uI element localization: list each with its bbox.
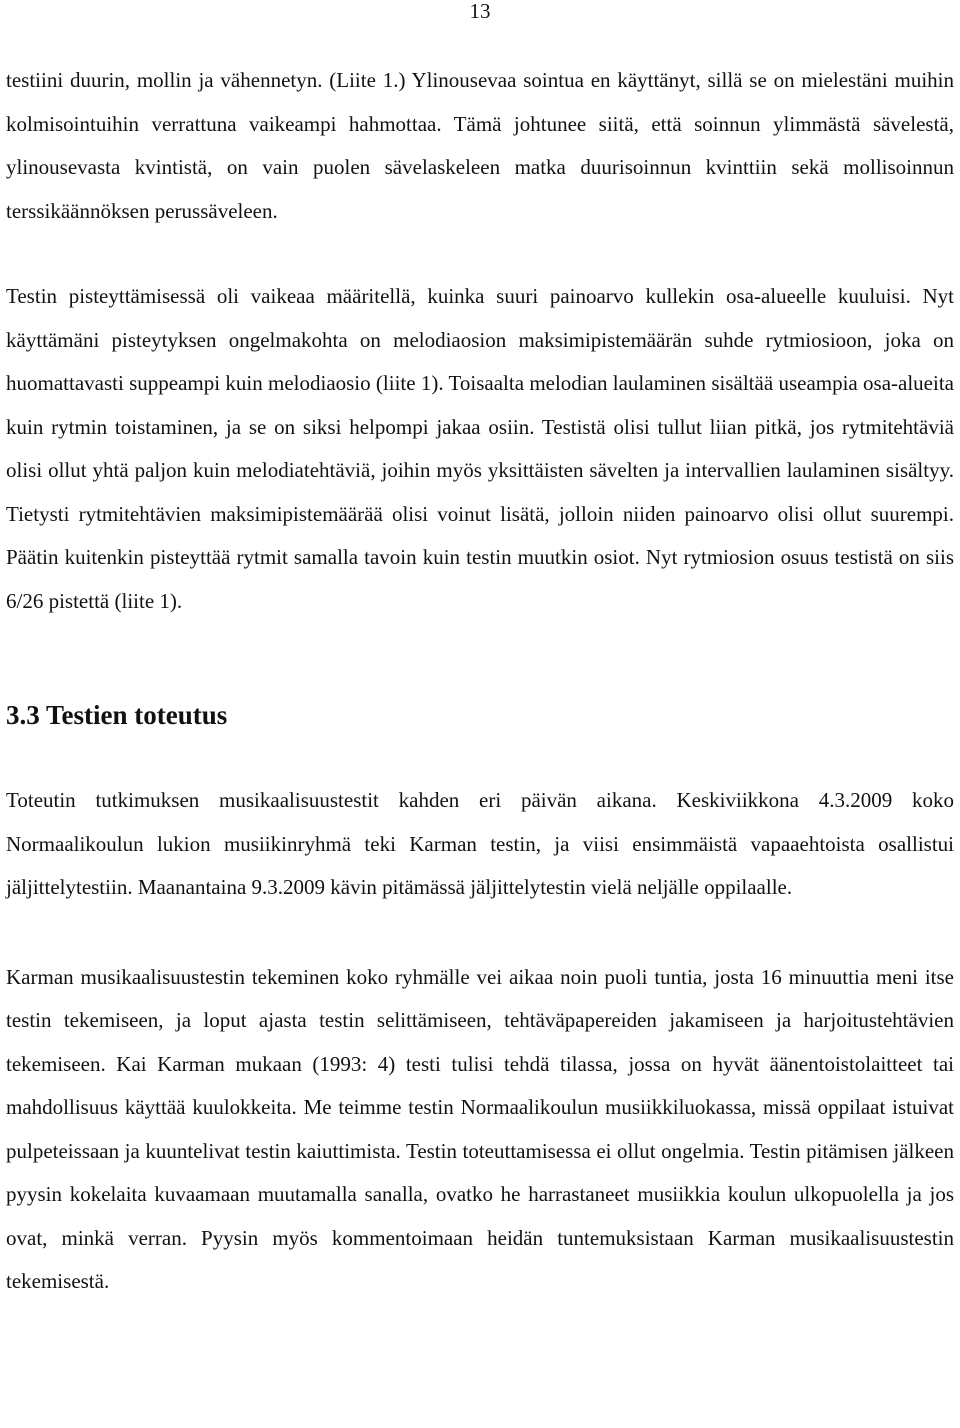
section-spacer xyxy=(6,623,954,695)
paragraph-karma-test: Karman musikaalisuustestin tekeminen koko ryhmälle vei aikaa noin puoli tuntia, josta 16 minuuttia meni itse testin tekemiseen, ja loput ajasta testin selittämiseen, tehtäväpapereiden jakamiseen ja harjoitustehtävien tekemiseen. Kai Karman mukaan (1993: 4) testi tulisi tehdä tilassa, jossa on hyvät äänentoistolaitteet tai mahdollisuus käyttää kuulokkeita. Me teimme testin Normaalikoulun musiikkiluokassa, missä oppilaat istuivat pulpeteissaan ja kuuntelivat testin kaiuttimista. Testin toteuttamisessa ei ollut ongelmia. Testin pitämisen jälkeen pyysin kokelaita kuvaamaan muutamalla sanalla, ovatko he harrastaneet musiikkia koulun ulkopuolella ja jos ovat, minkä verran. Pyysin myös kommentoimaan heidän tuntemuksistaan Karman musikaalisuustestin tekemisestä. xyxy=(6,964,954,1293)
paragraph-spacer xyxy=(6,910,954,956)
heading-spacer xyxy=(6,735,954,779)
paragraph-test-schedule: Toteutin tutkimuksen musikaalisuustestit kahden eri päivän aikana. Keskiviikkona 4.3.2009 koko Normaalikoulun lukion musiikinryhmä teki Karman testin, ja viisi ensimmäistä vapaaehtoista osallistui jäljittelytestiin. Maanantaina 9.3.2009 kävin pitämässä jäljittelytestin vielä neljälle oppilaalle. xyxy=(6,788,954,899)
paragraph-chord-explanation: testiini duurin, mollin ja vähennetyn. (Liite 1.) Ylinousevaa sointua en käyttänyt, sillä se on mielestäni muihin kolmisointuihin verrattuna vaikeampi hahmottaa. Tämä johtunee siitä, että soinnun ylimmästä sävelestä, ylinousevasta kvintistä, on vain puolen sävelaskeleen matka duurisoinnun kvinttiin sekä mollisoinnun terssikäännöksen perussäveleen. xyxy=(6,68,954,223)
paragraph-scoring: Testin pisteyttämisessä oli vaikeaa määritellä, kuinka suuri painoarvo kullekin osa-alueelle kuuluisi. Nyt käyttämäni pisteytyksen ongelmakohta on melodiaosion maksimipistemäärän suhde rytmiosioon, joka on huomattavasti suppeampi kuin melodiaosio (liite 1). Toisaalta melodian laulaminen sisältää useampia osa-alueita kuin rytmin toistaminen, ja se on siksi helpompi jakaa osiin. Testistä olisi tullut liian pitkä, jos rytmitehtäviä olisi ollut yhtä paljon kuin melodiatehtäviä, joihin myös yksittäisten sävelten ja intervallien laulaminen sisältyy. Tietysti rytmitehtävien maksimipistemäärää olisi voinut lisätä, jolloin niiden painoarvo olisi ollut suurempi. Päätin kuitenkin pisteyttää rytmit samalla tavoin kuin testin muutkin osiot. Nyt rytmiosion osuus testistä on siis 6/26 pistettä (liite 1). xyxy=(6,284,954,613)
page-number: 13 xyxy=(469,0,491,23)
paragraph-spacer xyxy=(6,233,954,275)
document-body xyxy=(6,59,954,1304)
section-heading: 3.3 Testien toteutus xyxy=(6,700,228,730)
